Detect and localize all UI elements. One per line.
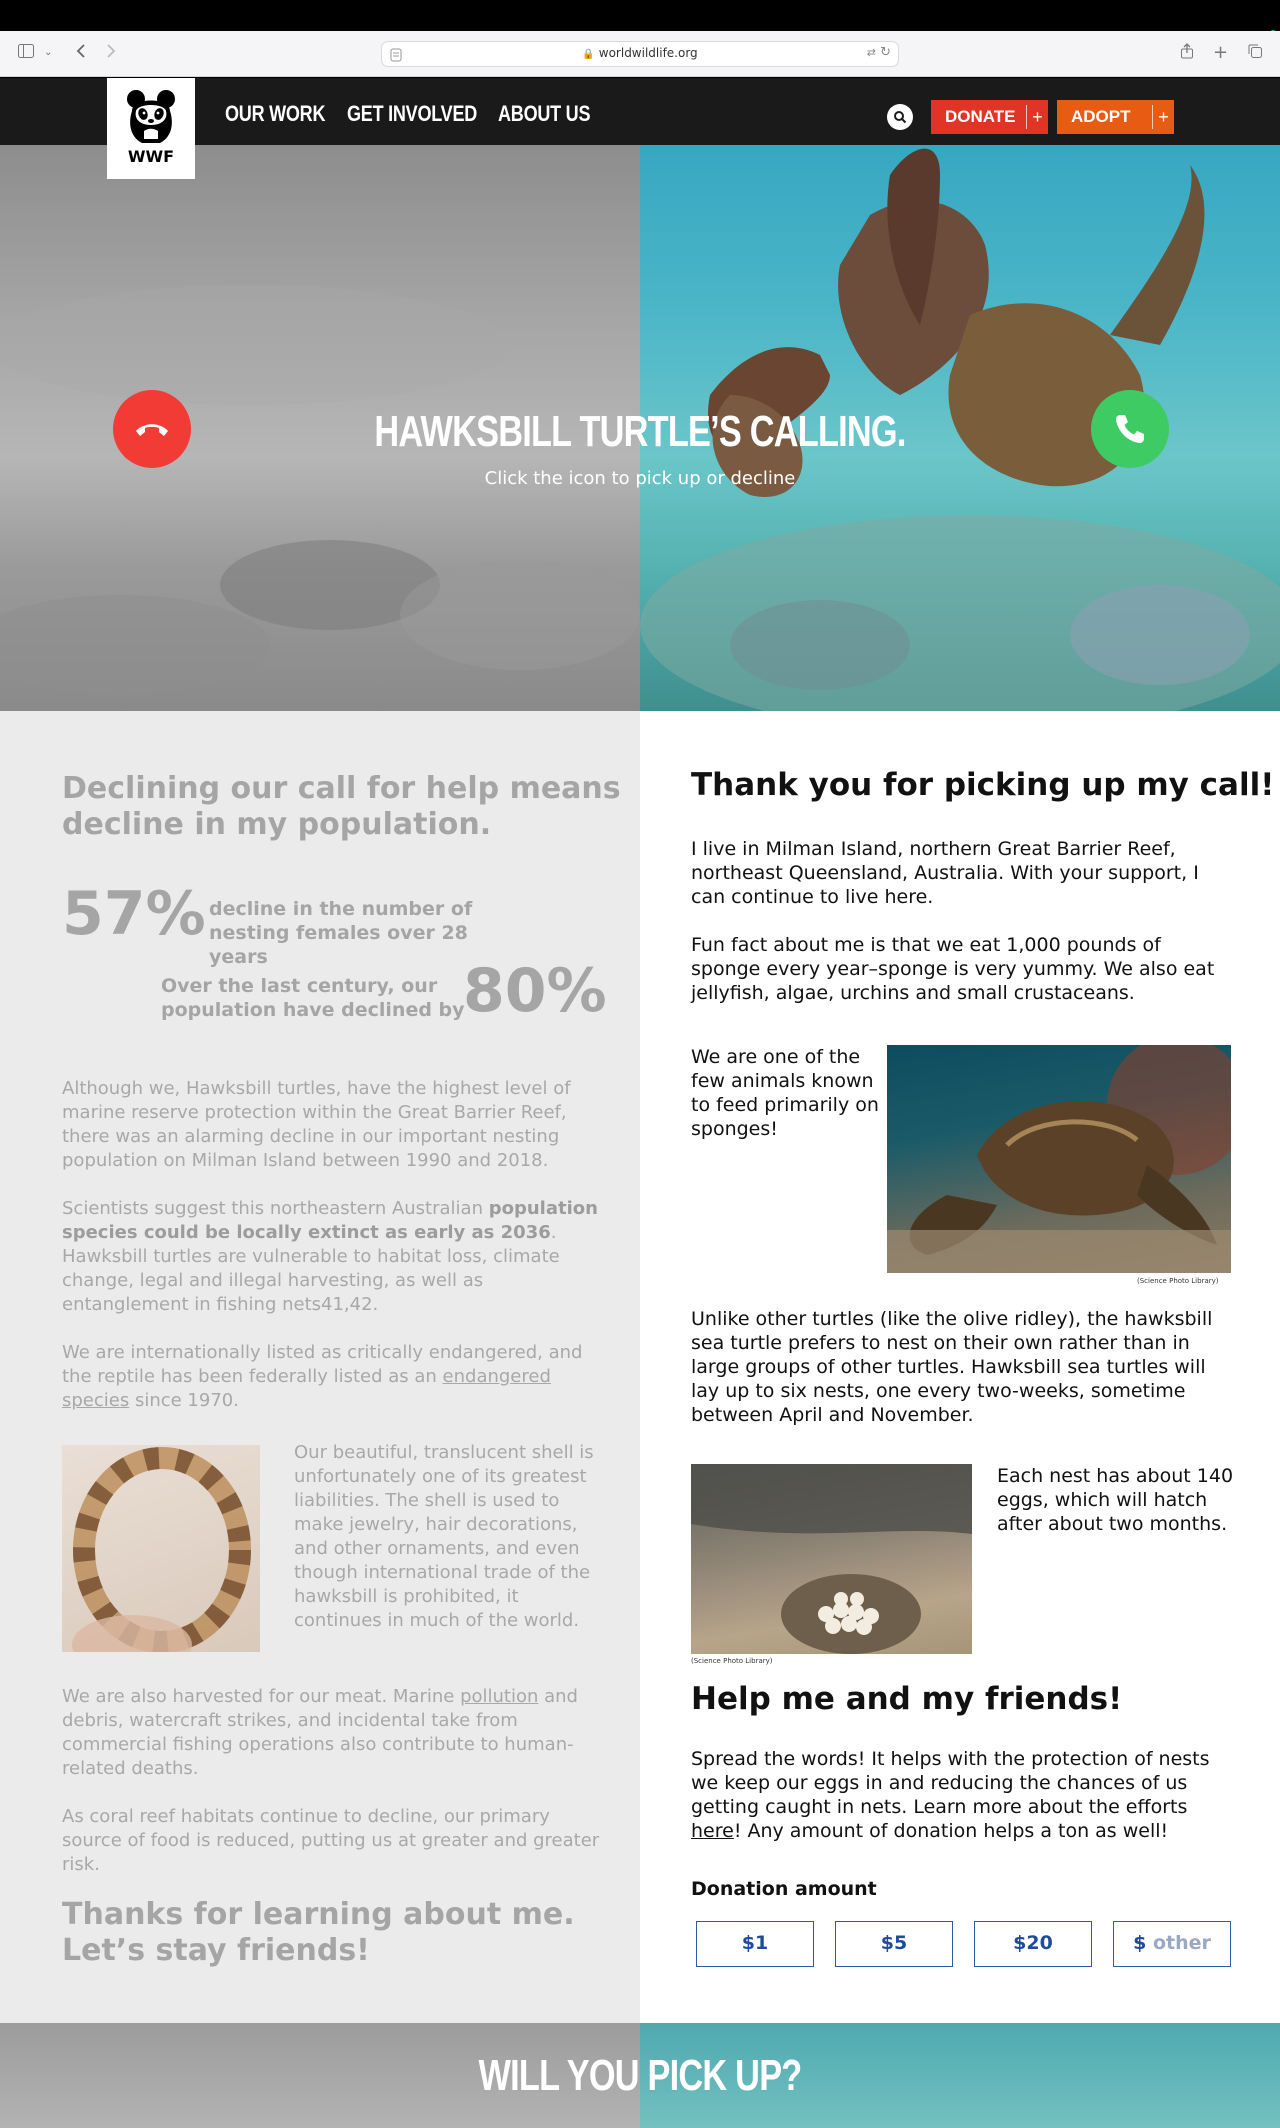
tab-overview-icon[interactable] (1247, 43, 1263, 64)
browser-toolbar (0, 31, 1280, 77)
adopt-label: ADOPT (1071, 107, 1131, 126)
donate-5-button[interactable]: $5 (835, 1921, 953, 1967)
help-heading: Help me and my friends! (691, 1681, 1123, 1717)
nav-about-us[interactable]: ABOUT US (498, 101, 591, 126)
phone-icon (1110, 409, 1150, 449)
p5-text-c: and debris, watercraft strikes, and incidental take from commercial fishing operations also contribute to human-related deaths. (62, 1686, 578, 1779)
decline-column (0, 711, 640, 2023)
tortoiseshell-bangle-image (62, 1445, 260, 1652)
donation-amount-label: Donation amount (691, 1878, 877, 1900)
other-currency-symbol: $ (1133, 1932, 1147, 1954)
pollution-link[interactable]: pollution (460, 1686, 539, 1707)
donate-20-button[interactable]: $20 (974, 1921, 1092, 1967)
donate-plus-icon: + (1026, 105, 1048, 129)
help-text-c: ! Any amount of donation helps a ton as well! (733, 1820, 1169, 1842)
decline-call-button[interactable] (113, 390, 191, 468)
back-icon[interactable] (76, 43, 86, 63)
turtle-feeding-photo (887, 1045, 1231, 1273)
share-icon[interactable] (1180, 43, 1194, 64)
accept-call-button[interactable] (1091, 390, 1169, 468)
url-value: worldwildlife.org (598, 46, 698, 60)
adopt-button[interactable] (1057, 100, 1174, 134)
learn-more-link[interactable]: here (691, 1820, 734, 1842)
story-section (0, 711, 1280, 2023)
new-tab-icon[interactable]: + (1213, 42, 1229, 63)
panda-icon (122, 87, 180, 145)
forward-icon[interactable] (106, 43, 116, 63)
logo-text: WWF (127, 147, 175, 166)
help-text-a: Spread the words! It helps with the protection of nests we keep our eggs in and reducing the chances of us getting caught in nets. Learn more about the efforts (691, 1748, 1210, 1818)
endangered-species-link[interactable]: endangered species (62, 1366, 551, 1411)
p2-bold: population species could be locally extinct as early as 2036 (62, 1198, 598, 1243)
donate-1-button[interactable]: $1 (696, 1921, 814, 1967)
sidebar-toggle-icon[interactable] (18, 43, 34, 63)
p2-text-c: . Hawksbill turtles are vulnerable to habitat loss, climate change, legal and illegal harvesting, as well as entanglement in fishing nets41,42. (62, 1222, 560, 1315)
translate-icon[interactable]: ⇄ (866, 46, 876, 59)
url-text (382, 46, 898, 60)
decline-heading: Declining our call for help means decline in my population. (62, 771, 621, 842)
decline-paragraph-2 (62, 1197, 602, 1317)
address-bar[interactable] (381, 41, 899, 67)
donate-other-input[interactable] (1113, 1921, 1231, 1967)
hero-title: HAWKSBILL TURTLE’S CALLING. (374, 407, 906, 456)
p5-text-a: We are also harvested for our meat. Marine (62, 1686, 461, 1707)
donate-button[interactable] (931, 100, 1048, 134)
nav-our-work[interactable]: OUR WORK (225, 101, 326, 126)
stat-80-value: 80% (463, 956, 607, 1026)
pickup-paragraph-4: Unlike other turtles (like the olive ridley), the hawksbill sea turtle prefers to nest on their own rather than in large groups of other turtles. Hawksbill sea turtles will lay up to six nests, one every two-weeks, sometime between April and November. (691, 1308, 1213, 1426)
pickup-paragraph-1: I live in Milman Island, northern Great Barrier Reef, northeast Queensland, Australia. With your support, I can continue to live here. (691, 838, 1199, 908)
photo-credit-1: (Science Photo Library) (1137, 1277, 1219, 1285)
chevron-down-icon[interactable]: ⌄ (44, 47, 53, 58)
help-paragraph (691, 1747, 1231, 1843)
pickup-paragraph-2: Fun fact about me is that we eat 1,000 pounds of sponge every year–sponge is very yummy. We also eat jellyfish, algae, urchins and small crustaceans. (691, 934, 1215, 1004)
closing-heading: Thanks for learning about me. Let’s stay friends! (62, 1897, 575, 1968)
pickup-column (640, 711, 1280, 2023)
nav-get-involved[interactable]: GET INVOLVED (347, 101, 478, 126)
stat-57-value: 57% (62, 879, 206, 949)
turtle-eggs-photo (691, 1464, 972, 1654)
other-placeholder: other (1152, 1932, 1211, 1954)
decline-paragraph-6: As coral reef habitats continue to decline, our primary source of food is reduced, putting us at greater and greater risk. (62, 1806, 600, 1875)
hang-up-icon (132, 409, 172, 449)
footer-title: WILL YOU PICK UP? (478, 2051, 802, 2100)
pickup-paragraph-3: We are one of the few animals known to feed primarily on sponges! (691, 1046, 879, 1140)
donate-label: DONATE (945, 107, 1016, 126)
pickup-paragraph-5: Each nest has about 140 eggs, which will hatch after about two months. (997, 1465, 1234, 1535)
stat-57-text: decline in the number of nesting females over 28 years (209, 898, 473, 968)
stat-80-text: Over the last century, our population have declined by (161, 975, 465, 1021)
search-icon[interactable] (887, 104, 913, 130)
lock-icon: 🔒 (582, 49, 595, 60)
p3-text-c: since 1970. (129, 1390, 239, 1411)
thank-you-heading: Thank you for picking up my call! (691, 767, 1275, 803)
photo-credit-2: (Science Photo Library) (691, 1657, 773, 1665)
decline-paragraph-4: Our beautiful, translucent shell is unfortunately one of its greatest liabilities. The shell is used to make jewelry, hair decorations, and other ornaments, and even though international trade of the hawksbill is prohibited, it continues in much of the world. (294, 1442, 594, 1631)
decline-paragraph-5 (62, 1685, 602, 1781)
decline-paragraph-1: Although we, Hawksbill turtles, have the highest level of marine reserve protection within the Great Barrier Reef, there was an alarming decline in our important nesting population on Milman Island between 1990 and 2018. (62, 1078, 571, 1171)
decline-paragraph-3 (62, 1341, 602, 1413)
footer-banner (0, 2023, 1280, 2128)
p3-text-a: We are internationally listed as critically endangered, and the reptile has been federally listed as an (62, 1342, 583, 1387)
hero-section (0, 145, 1280, 711)
adopt-plus-icon: + (1152, 105, 1174, 129)
screen-top-bar (0, 0, 1280, 31)
p2-text-a: Scientists suggest this northeastern Australian (62, 1198, 489, 1219)
hero-subtitle: Click the icon to pick up or decline (484, 468, 796, 489)
reload-icon[interactable]: ↻ (880, 45, 891, 60)
wwf-logo[interactable] (107, 78, 195, 179)
